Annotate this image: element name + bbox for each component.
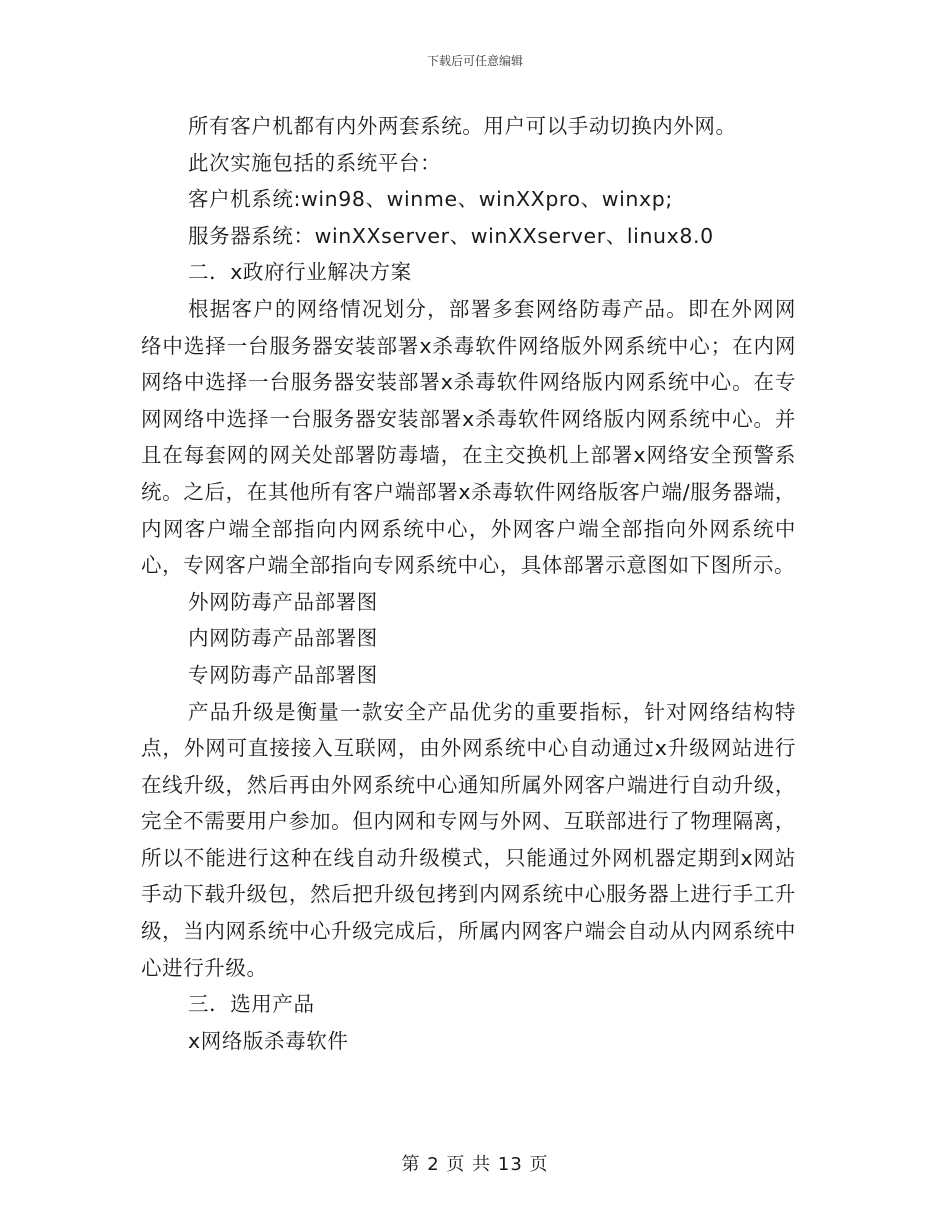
section-heading-products: 三．选用产品	[188, 992, 315, 1017]
paragraph-client-systems: 所有客户机都有内外两套系统。用户可以手动切换内外网。	[188, 114, 737, 138]
paragraph-platform-intro: 此次实施包括的系统平台：	[188, 150, 442, 175]
paragraph-deployment: 根据客户的网络情况划分，部署多套网络防毒产品。即在外网网络中选择一台服务器安装部署x杀毒软件网络版外网系统中心；在内网网络中选择一台服务器安装部署x杀毒软件网络版内网系统中心。在专网网络中选择一台服务器安装部署x杀毒软件网络版内网系统中心。并且在每套网的网关处部署防毒墙，在主交换机上部署x网络安全预警系统。之后，在其他所有客户端部署x杀毒软件网络版客户端/服务器端，内网客户端全部指向内网系统中心，外网客户端全部指向外网系统中心，专网客户端全部指向专网系统中心，具体部署示意图如下图所示。	[141, 296, 796, 578]
paragraph-product-name: x网络版杀毒软件	[188, 1028, 349, 1053]
paragraph-server-os: 服务器系统：winXXserver、winXXserver、linux8.0	[188, 223, 714, 248]
page-header: 下载后可任意编辑	[426, 54, 523, 68]
paragraph-upgrade: 产品升级是衡量一款安全产品优劣的重要指标，针对网络结构特点，外网可直接接入互联网，由外网系统中心自动通过x升级网站进行在线升级，然后再由外网系统中心通知所属外网客户端进行自动升级，完全不需要用户参加。但内网和专网与外网、互联部进行了物理隔离，所以不能进行这种在线自动升级模式，只能通过外网机器定期到x网站手动下载升级包，然后把升级包拷到内网系统中心服务器上进行手工升级，当内网系统中心升级完成后，所属内网客户端会自动从内网系统中心进行升级。	[141, 699, 796, 980]
page-number: 2	[427, 1154, 440, 1175]
total-pages: 13	[497, 1154, 523, 1175]
document-body	[141, 108, 796, 1059]
figure-caption-private: 专网防毒产品部署图	[188, 662, 378, 687]
figure-caption-internal: 内网防毒产品部署图	[188, 626, 378, 651]
section-heading-solution: 二．x政府行业解决方案	[188, 260, 412, 285]
page-label-prefix: 第	[401, 1154, 421, 1175]
page-label-middle: 页 共	[446, 1154, 492, 1175]
page-footer	[0, 1153, 950, 1177]
page-label-suffix: 页	[529, 1154, 549, 1175]
figure-caption-external: 外网防毒产品部署图	[188, 589, 378, 614]
paragraph-client-os: 客户机系统:win98、winme、winXXpro、winxp;	[188, 187, 673, 212]
